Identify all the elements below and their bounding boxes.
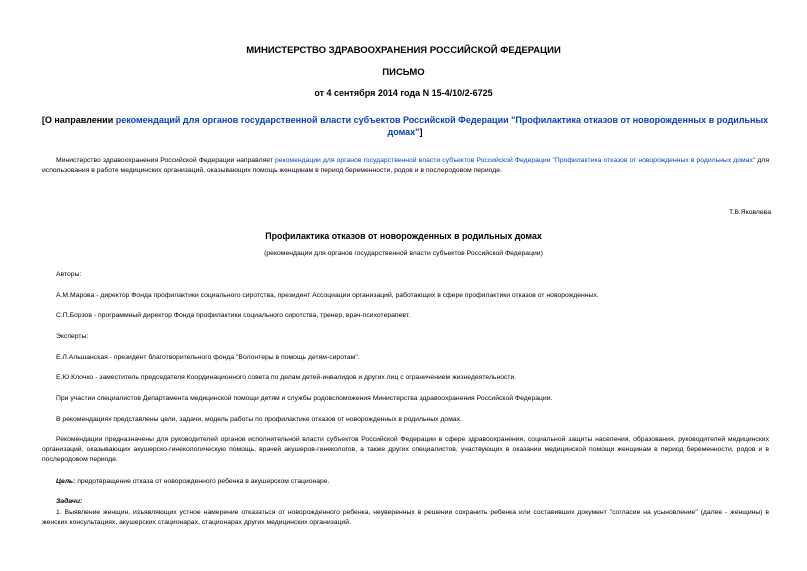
task-1: 1. Выявление женщин, изъявляющих устное намерение отказаться от новорожденного ребенка, неуверенных в решении сохранить ребенка или составивших документ "согласие на усыновление" (далее - женщины) в женских консультациях, акушерских стационарах, стационарах других медицинских организаций.: [42, 509, 769, 526]
recommendations-title: Профилактика отказов от новорожденных в родильных домах: [265, 231, 542, 241]
expert-alshanskaya: Е.Л.Альшанская - президент благотворительного фонда "Волонтеры в помощь детям-сиротам".: [56, 354, 360, 361]
subject-link[interactable]: рекомендаций для органов государственной власти субъектов Российской Федерации "Профилактика отказов от новорожденных в родильных домах": [115, 115, 769, 137]
intro-paragraph: [42, 156, 769, 176]
intended-audience-paragraph: Рекомендации предназначены для руководителей органов исполнительной власти субъектов Российской Федерации в сфере здравоохранения, социальной защиты населения, образования, руководителей медицинских организаций, оказывающих акушерско-гинекологическую помощь, врачей акушеров-гинекологов, а также других специалистов, участвующих в оказании медицинской помощи женщинам в период беременности, родов и в послеродовом периоде.: [42, 436, 769, 463]
participation-note: При участии специалистов Департамента медицинской помощи детям и службы родовспоможения Министерства здравоохранения Российской Федерации.: [56, 395, 553, 402]
doc-subject: [40, 114, 770, 138]
author-borzov: С.П.Борзов - программный директор Фонда профилактики социального сиротства, тренер, врач-психотерапевт.: [56, 312, 411, 319]
ministry-heading: МИНИСТЕРСТВО ЗДРАВООХРАНЕНИЯ РОССИЙСКОЙ ФЕДЕРАЦИИ: [246, 45, 561, 56]
tasks-label: Задачи:: [56, 498, 83, 505]
author-marova: А.М.Марова - директор Фонда профилактики социального сиротства, президент Ассоциации организаций, работающих в сфере профилактики отказов от новорожденных.: [56, 292, 599, 299]
recommendations-summary: В рекомендациях представлены цели, задачи, модель работы по профилактике отказов от новорожденных в родильных домах.: [56, 416, 462, 423]
recommendations-subtitle: (рекомендации для органов государственной власти субъектов Российской Федерации): [264, 250, 543, 257]
intro-suffix: для использования в работе медицинских организаций, оказывающих помощь женщинам в период беременности, родов и в послеродовом периоде.: [42, 157, 769, 174]
subject-suffix: ]: [419, 127, 423, 137]
signature: Т.В.Яковлева: [729, 209, 771, 216]
goal-text: предотвращение отказа от новорожденного ребенка в акушерском стационаре.: [75, 478, 330, 485]
doc-type-heading: ПИСЬМО: [382, 67, 425, 78]
experts-label: Эксперты:: [56, 333, 89, 340]
intro-link[interactable]: рекомендации для органов государственной власти субъектов Российской Федерации "Профилактика отказов от новорожденных в родильных домах": [275, 157, 756, 164]
goal-paragraph: [56, 477, 766, 487]
authors-label: Авторы:: [56, 271, 82, 278]
doc-date-number: от 4 сентября 2014 года N 15-4/10/2-6725: [314, 88, 493, 98]
intro-prefix: Министерство здравоохранения Российской Федерации направляет: [56, 157, 275, 164]
goal-label: Цель:: [56, 478, 76, 485]
subject-prefix: [О направлении: [41, 115, 116, 125]
expert-klochko: Е.Ю.Клочко - заместитель председателя Координационного совета по делам детей-инвалидов и других лиц с ограничением жизнедеятельности.: [56, 374, 517, 381]
